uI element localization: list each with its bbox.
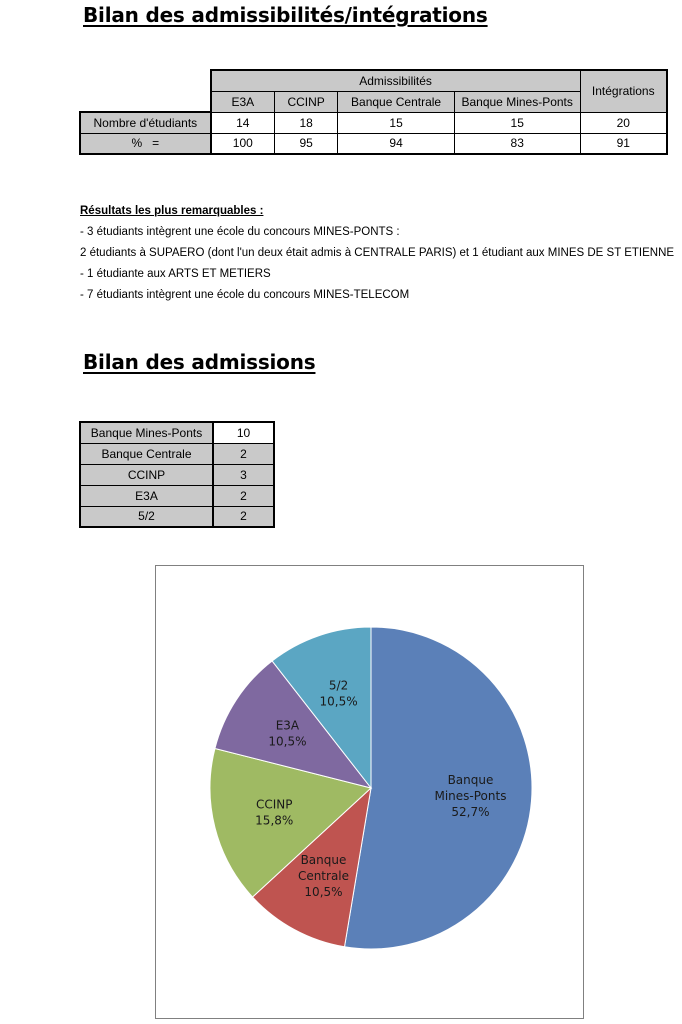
pie-label: CCINP 15,8% [255, 797, 294, 828]
table-cell: 94 [338, 133, 455, 154]
table-cell: 100 [211, 133, 275, 154]
results-line: - 7 étudiants intègrent une école du concours MINES-TELECOM [80, 289, 410, 301]
table-cell: 14 [211, 112, 275, 133]
table2-value: 3 [213, 464, 274, 485]
results-line: - 3 étudiants intègrent une école du concours MINES-PONTS : [80, 226, 400, 238]
col-header-banque-mines-ponts: Banque Mines-Ponts [454, 91, 580, 112]
col-header-e3a: E3A [211, 91, 275, 112]
page-title-admissions: Bilan des admissions [83, 350, 316, 374]
table-cell: 20 [580, 112, 667, 133]
integrations-table [79, 69, 668, 155]
pie-chart-frame [155, 565, 584, 1019]
table-cell: 18 [274, 112, 337, 133]
pie-label: E3A 10,5% [268, 718, 307, 749]
table2-label: CCINP [80, 464, 213, 485]
table2-value: 2 [213, 443, 274, 464]
table2-label: 5/2 [80, 506, 213, 527]
table-cell: 15 [454, 112, 580, 133]
table-cell: 95 [274, 133, 337, 154]
table-cell: 15 [338, 112, 455, 133]
integrations-header: Intégrations [580, 70, 667, 112]
results-line: - 1 étudiante aux ARTS ET METIERS [80, 268, 271, 280]
table2-label: Banque Mines-Ponts [80, 422, 213, 443]
table2-value: 2 [213, 506, 274, 527]
row-label-percent: % = [80, 133, 211, 154]
col-header-banque-centrale: Banque Centrale [338, 91, 455, 112]
table-cell: 91 [580, 133, 667, 154]
page-title-integrations: Bilan des admissibilités/intégrations [83, 3, 488, 27]
empty-corner [80, 70, 211, 91]
table-cell: 83 [454, 133, 580, 154]
pie-label: Banque Centrale 10,5% [297, 852, 350, 899]
results-line: 2 étudiants à SUPAERO (dont l'un deux était admis à CENTRALE PARIS) et 1 étudiant aux MINES DE ST ETIENNE [80, 247, 675, 259]
results-heading: Résultats les plus remarquables : [80, 205, 264, 217]
table2-value: 2 [213, 485, 274, 506]
pie-slice-banque-mines-ponts [345, 627, 532, 949]
empty-corner-2 [80, 91, 211, 112]
col-header-ccinp: CCINP [274, 91, 337, 112]
pie-label: Banque Mines-Ponts 52,7% [434, 773, 507, 820]
admissions-table [79, 421, 275, 528]
row-label-nombre: Nombre d'étudiants [80, 112, 211, 133]
pie-chart [156, 566, 583, 1018]
table2-value: 10 [213, 422, 274, 443]
admissibilites-header: Admissibilités [211, 70, 580, 91]
pie-label: 5/2 10,5% [319, 678, 358, 709]
table2-label: Banque Centrale [80, 443, 213, 464]
table2-label: E3A [80, 485, 213, 506]
